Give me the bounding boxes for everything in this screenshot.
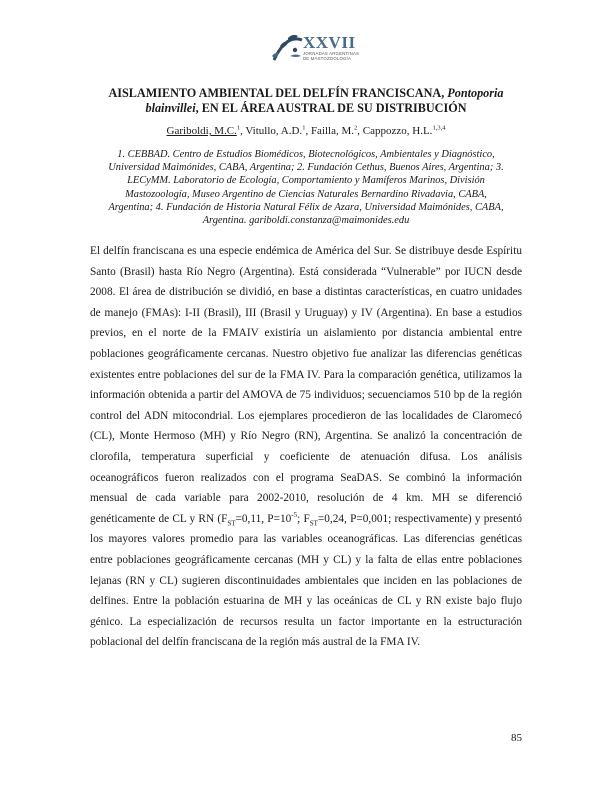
fst-subscript: ST xyxy=(309,518,318,527)
title-part-1: AISLAMIENTO AMBIENTAL DEL DELFÍN FRANCISCANA, xyxy=(108,86,448,100)
page-number: 85 xyxy=(511,732,522,744)
abstract-text-1: El delfín franciscana es una especie endémica de América del Sur. Se distribuye desde Espíritu Santo (Brasil) hasta Río Negro (Argentina). Está considerada “Vulnerable” por IUCN desde 2008. El área de distribución se dividió, en base a distintas características, en cuatro unidades de manejo (FMAs): I-II (Brasil), III (Brasil y Uruguay) y IV (Argentina). En base a estudios previos, en el norte de la FMAIV existiría un aislamiento por distancia ambiental entre poblaciones geográficamente cercanas. Nuestro objetivo fue analizar las diferencias genéticas existentes entre poblaciones del sur de la FMA IV. Para la comparación genética, utilizamos la información obtenida a partir del AMOVA de 75 individuos; secuenciamos 510 bp de la región control del ADN mitocondrial. Los ejemplares procedieron de las localidades de Claromecó (CL), Monte Hermoso (MH) y Río Negro (RN), Argentina. Se analizó la concentración de clorofila, temperatura superficial y coeficiente de atenuación difusa. Los análisis oceanográficos fueron realizados con el programa SeaDAS. Se combinó la información mensual de cada variable para 2002-2010, resolución de 4 km. MH se diferenció genéticamente de CL y RN (F xyxy=(90,245,522,525)
title-part-2: , EN EL ÁREA AUSTRAL DE SU DISTRIBUCIÓN xyxy=(195,101,467,115)
logo-roman-numeral: XXVII xyxy=(303,33,356,52)
author-affiliation-mark: 1,3,4 xyxy=(432,124,446,132)
author-separator: , xyxy=(240,125,246,137)
title-species-name: Pontoporia blainvillei xyxy=(145,86,504,115)
fst-subscript: ST xyxy=(227,518,236,527)
logo-subtitle-1: JORNADAS ARGENTINAS xyxy=(303,51,360,56)
p-value-exponent: -5 xyxy=(291,510,298,519)
author-name: Vitullo, A.D. xyxy=(245,125,303,137)
author-name: Gariboldi, M.C. xyxy=(166,125,237,137)
author-name: Cappozzo, H.L. xyxy=(362,125,433,137)
author-name: Failla, M. xyxy=(310,125,355,137)
author-affiliation-mark: 1 xyxy=(302,124,306,132)
author-separator: , xyxy=(357,125,363,137)
abstract-body xyxy=(90,241,522,653)
abstract-title xyxy=(90,86,522,116)
logo-text xyxy=(303,34,359,61)
author-list xyxy=(90,124,522,138)
abstract-text-4: =0,24, P=0,001; respectivamente) y presentó los mayores valores promedio para las variables oceanográficas. Las diferencias genéticas entre poblaciones geográficamente cercanas (MH y CL) y la falta de ellas entre poblaciones lejanas (RN y CL) sugieren discontinuidades ambientales que inciden en las poblaciones de delfines. Entre la población estuarina de MH y las oceánicas de CL y RN existe bajo flujo génico. La especialización de recursos resulta un factor importante en la estructuración poblacional del delfín franciscana de la región más austral de la FMA IV. xyxy=(90,512,523,649)
logo-subtitle-2: DE MASTOZOOLOGÍA xyxy=(303,56,352,61)
abstract-text-2: =0,11, P=10 xyxy=(235,512,292,525)
affiliations: 1. CEBBAD. Centro de Estudios Biomédicos, Biotecnológicos, Ambientales y Diagnóstico, Universidad Maimónides, CABA, Argentina; 2. Fundación Cethus, Buenos Aires, Argentina; 3. LECyMM. Laboratorio de Ecología, Comportamiento y Mamíferos Marinos, División Mastozoología, Museo Argentino de Ciencias Naturales Bernardino Rivadavia, CABA, Argentina; 4. Fundación de Historia Natural Félix de Azara, Universidad Maimónides, CABA, Argentina. gariboldi.constanza@maimonides.edu xyxy=(108,149,504,227)
author-separator: , xyxy=(305,125,311,137)
abstract-text-3: ; F xyxy=(297,512,310,525)
author-affiliation-mark: 1 xyxy=(236,124,241,132)
author-affiliation-mark: 2 xyxy=(354,124,358,132)
